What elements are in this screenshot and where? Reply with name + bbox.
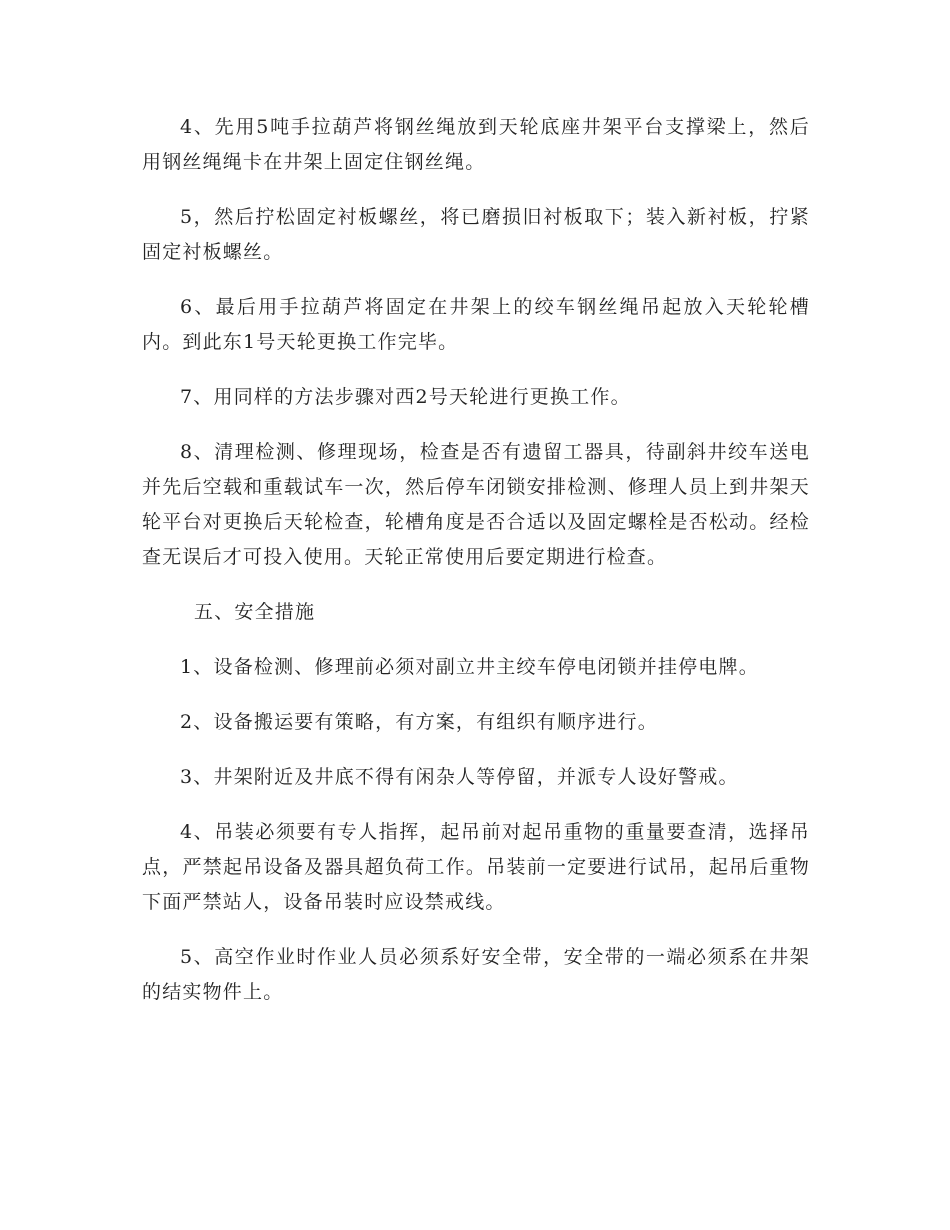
step-8-paragraph: 8、清理检测、修理现场，检查是否有遗留工器具，待副斜井绞车送电并先后空载和重载试车一次，然后停车闭锁安排检测、修理人员上到井架天轮平台对更换后天轮检查，轮槽角度是否合适以及固定螺栓是否松动。经检查无误后才可投入使用。天轮正常使用后要定期进行检查。 [142, 441, 810, 568]
safety-item-4: 4、吊装必须要有专人指挥，起吊前对起吊重物的重量要查清，选择吊点，严禁起吊设备及器具超负荷工作。吊装前一定要进行试吊，起吊后重物下面严禁站人，设备吊装时应设禁戒线。 [142, 821, 810, 913]
safety-item-3: 3、井架附近及井底不得有闲杂人等停留，并派专人设好警戒。 [180, 766, 739, 788]
section-heading-safety: 五、安全措施 [194, 601, 316, 623]
step-6-paragraph: 6、最后用手拉葫芦将固定在井架上的绞车钢丝绳吊起放入天轮轮槽内。到此东1号天轮更换工作完毕。 [142, 296, 810, 353]
safety-item-2: 2、设备搬运要有策略，有方案，有组织有顺序进行。 [180, 711, 658, 733]
step-4-paragraph: 4、先用5吨手拉葫芦将钢丝绳放到天轮底座井架平台支撑梁上，然后用钢丝绳绳卡在井架上固定住钢丝绳。 [142, 116, 810, 173]
safety-item-1: 1、设备检测、修理前必须对副立井主绞车停电闭锁并挂停电牌。 [180, 656, 759, 678]
step-7-paragraph: 7、用同样的方法步骤对西2号天轮进行更换工作。 [180, 386, 631, 408]
step-5-paragraph: 5，然后拧松固定衬板螺丝，将已磨损旧衬板取下；装入新衬板，拧紧固定衬板螺丝。 [142, 206, 810, 263]
document-body [142, 110, 810, 1030]
safety-item-5: 5、高空作业时作业人员必须系好安全带，安全带的一端必须系在井架的结实物件上。 [142, 946, 810, 1003]
